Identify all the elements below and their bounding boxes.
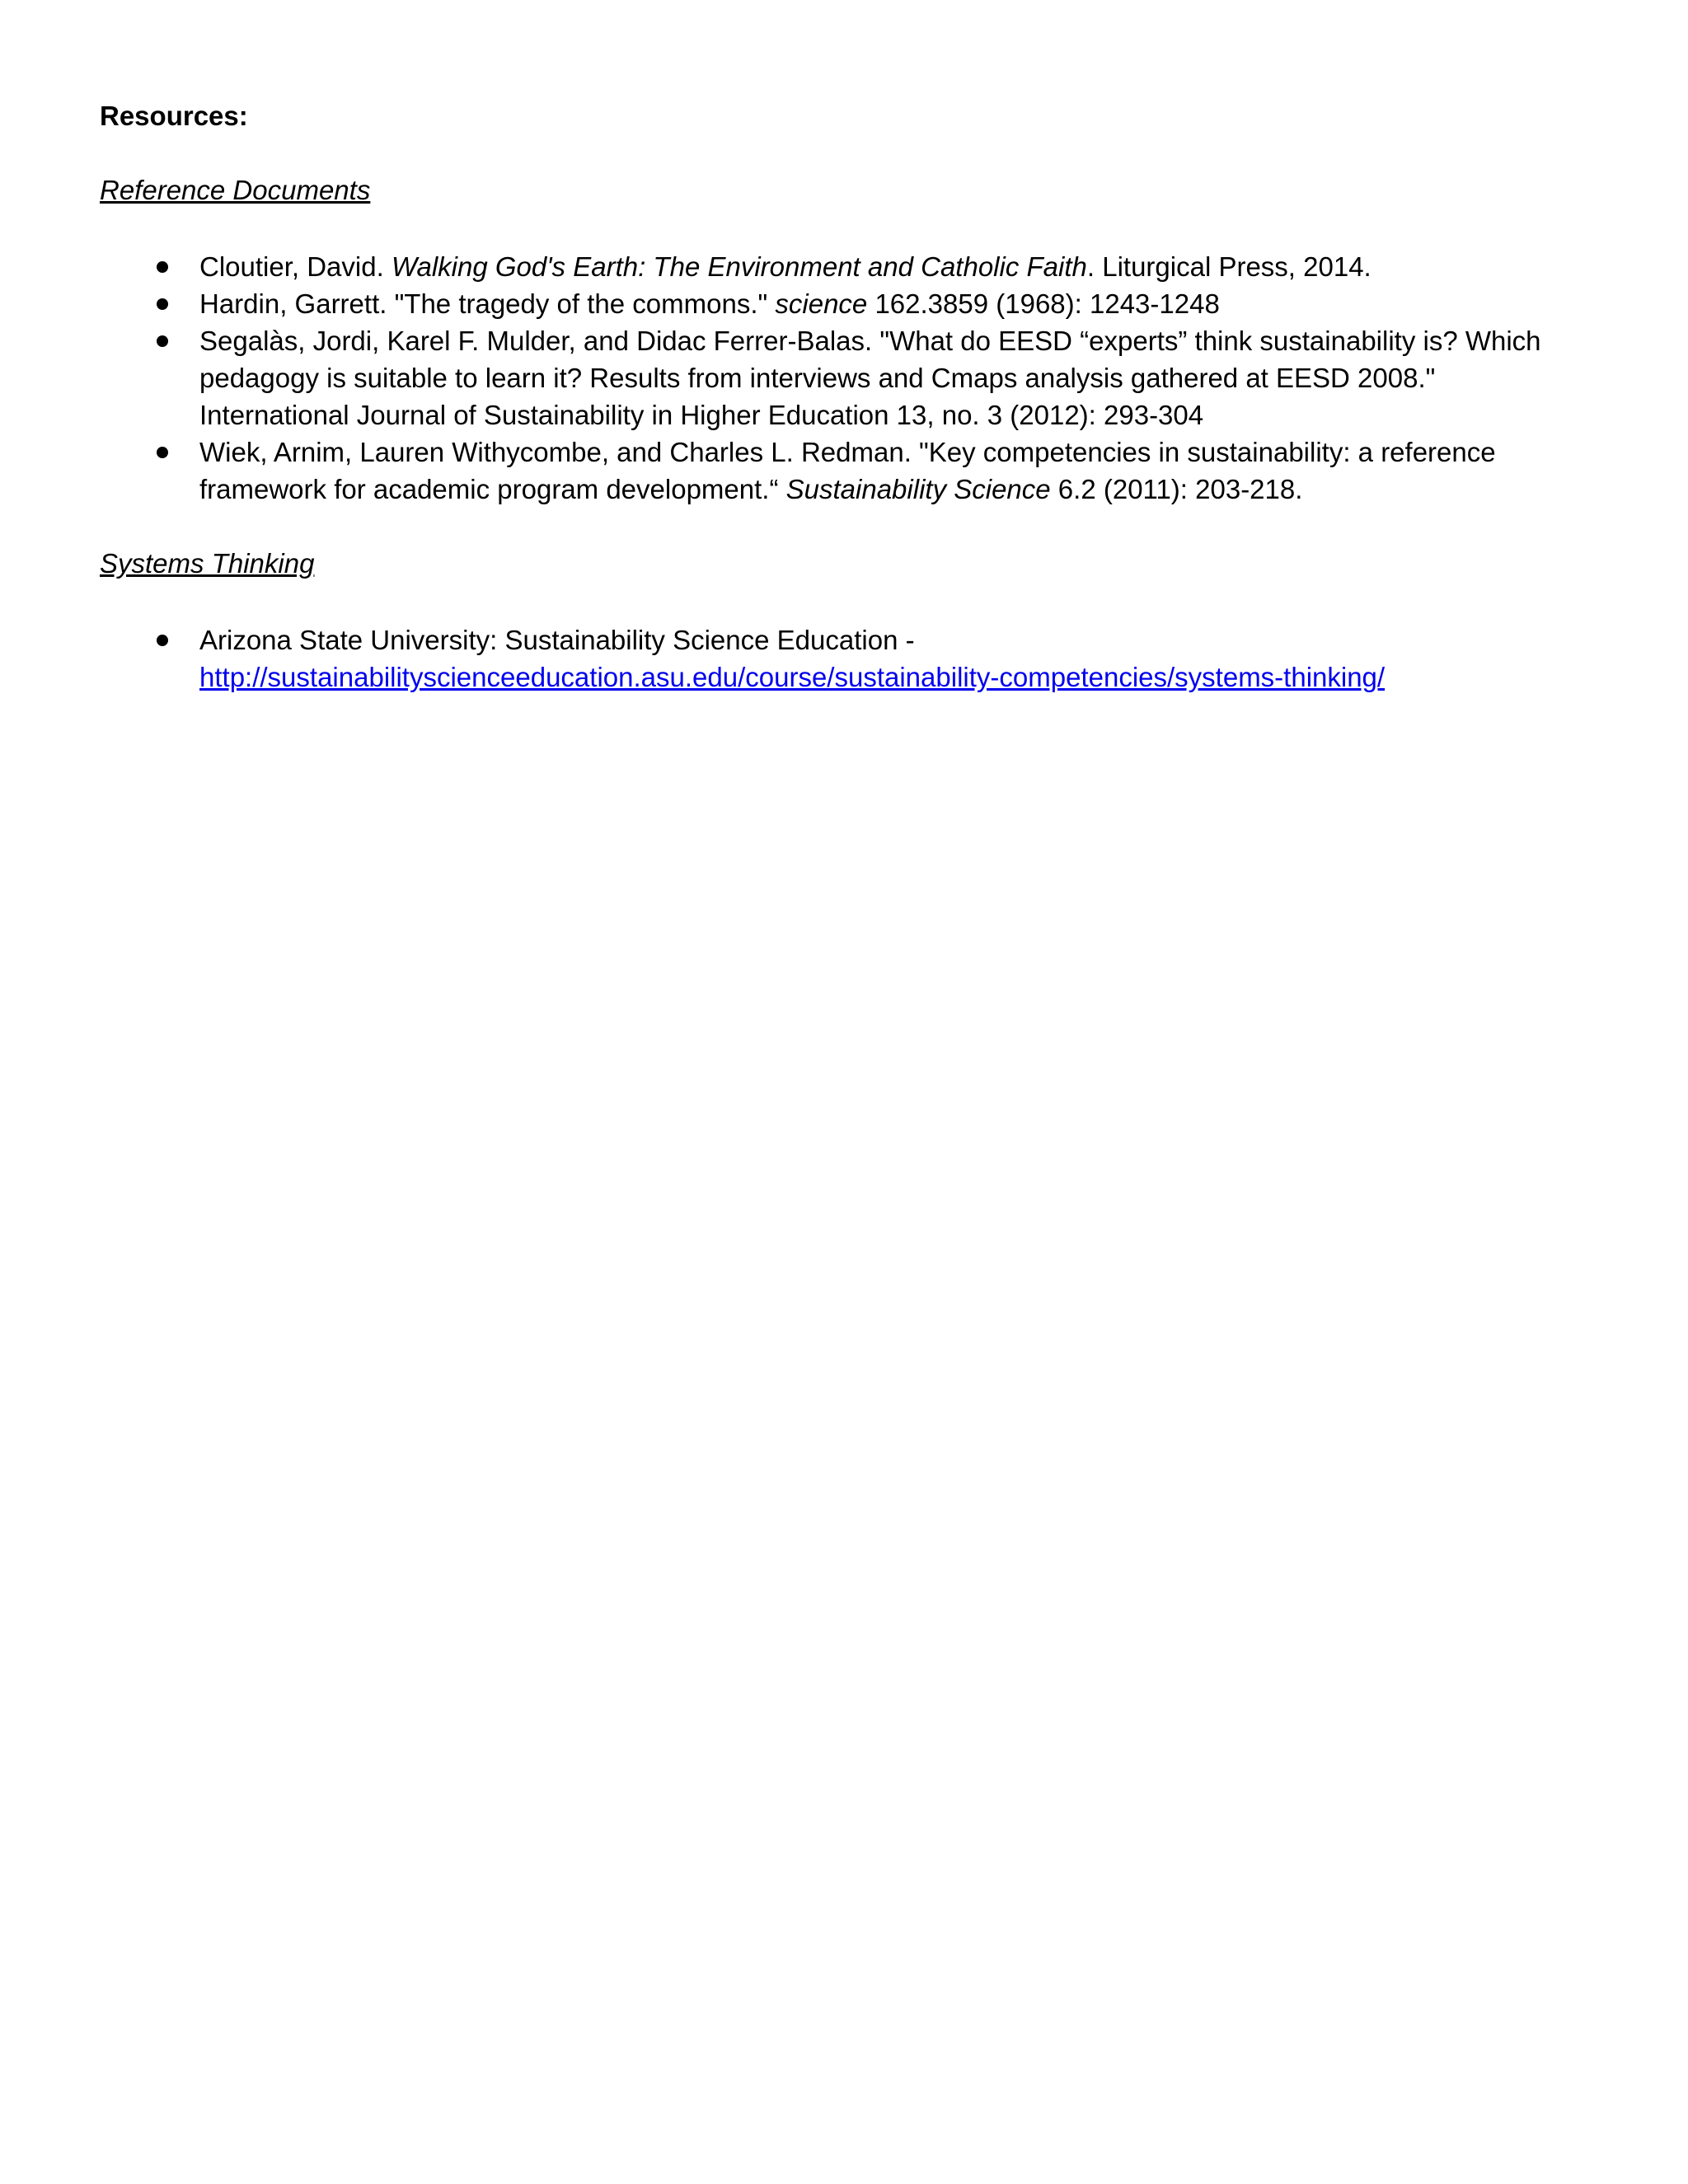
citation-text: Segalàs, Jordi, Karel F. Mulder, and Didac Ferrer-Balas. "What do EESD “experts” think sustainability is? Which pedagogy is suitable to learn it? Results from interviews and Cmaps analysis gathered at EESD 2008." International Journal of Sustainability in Higher Education 13, no. 3 (2012): 293-304: [199, 326, 1541, 430]
list-item: [100, 621, 1583, 696]
list-item: [100, 248, 1583, 285]
resource-list: [100, 621, 1583, 696]
resource-link[interactable]: http://sustainabilityscienceeducation.asu.edu/course/sustainability-competencies/systems-thinking/: [199, 662, 1386, 692]
citation-text: . Liturgical Press, 2014.: [1086, 251, 1372, 282]
section-title-systems-thinking: Systems Thinking: [100, 548, 315, 579]
systems-thinking-section: [100, 545, 1583, 696]
resource-text: Arizona State University: Sustainability Science Education -: [199, 625, 915, 655]
citation-title: Sustainability Science: [785, 474, 1051, 504]
citation-text: Hardin, Garrett. "The tragedy of the commons.": [199, 288, 776, 319]
reference-list: [100, 248, 1583, 508]
list-item: [100, 322, 1583, 434]
list-item: [100, 285, 1583, 322]
citation-title: Walking God's Earth: The Environment and Catholic Faith: [391, 251, 1087, 282]
document-content: [100, 97, 1583, 696]
citation-text: Wiek, Arnim, Lauren Withycombe, and Charles L. Redman. "Key competencies in sustainability: a reference framework for academic program development.“: [199, 437, 1496, 504]
citation-text: Cloutier, David.: [199, 251, 392, 282]
section-title-reference-documents: Reference Documents: [100, 175, 371, 205]
citation-title: science: [775, 288, 868, 319]
resources-heading: Resources:: [100, 101, 248, 131]
list-item: [100, 434, 1583, 508]
citation-text: 162.3859 (1968): 1243-1248: [867, 288, 1220, 319]
citation-text: 6.2 (2011): 203-218.: [1050, 474, 1303, 504]
